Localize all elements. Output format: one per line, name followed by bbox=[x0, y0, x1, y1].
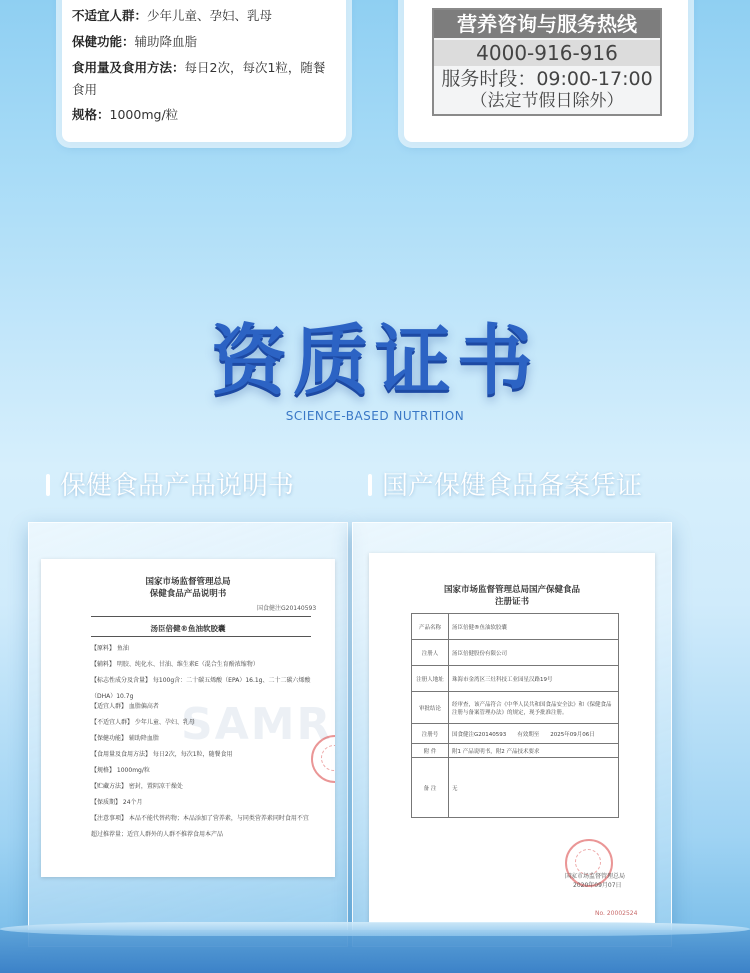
cert-row: 注册号 国食健注G20140593 有效期至 2025年09月06日 bbox=[412, 724, 619, 744]
manual-row: 【规格】 1000mg/粒 bbox=[91, 767, 150, 774]
dosage: 食用量及食用方法：每日2次，每次1粒，随餐 bbox=[72, 60, 326, 75]
manual-row: 【贮藏方法】 密封，置阴凉干燥处 bbox=[91, 783, 183, 790]
manual-code: 国食健注G20140593 bbox=[257, 605, 317, 612]
manual-row: （DHA）10.7g bbox=[91, 693, 134, 700]
manual-row: 【保健功能】 辅助降血脂 bbox=[91, 735, 159, 742]
manual-row: 【不适宜人群】 少年儿童、孕妇、乳母 bbox=[91, 719, 195, 726]
cert-issuer: 国家市场监督管理总局 bbox=[565, 873, 626, 880]
dosage-cont: 食用 bbox=[72, 82, 98, 97]
hotline-box bbox=[432, 8, 662, 116]
manual-row: 【辅料】 明胶、纯化水、甘油、维生素E（混合生育酚浓缩物） bbox=[91, 661, 259, 668]
display-pedestal bbox=[0, 930, 750, 973]
divider bbox=[91, 636, 311, 637]
section-title: 资质证书 bbox=[211, 316, 539, 405]
manual-document[interactable] bbox=[41, 559, 335, 877]
suitable-crowd bbox=[72, 0, 197, 2]
product-info-card bbox=[62, 0, 346, 142]
section-subtitle: SCIENCE-BASED NUTRITION bbox=[285, 409, 465, 423]
cert-row: 注册人地址 珠海市金湾区三灶科技工业园星汉路19号 bbox=[412, 666, 619, 692]
label-bar bbox=[46, 474, 50, 496]
label-registration-cert: 国产保健食品备案凭证 bbox=[368, 465, 642, 502]
cert-serial: No. 20002524 bbox=[595, 910, 638, 917]
manual-row: 【适宜人群】 血脂偏高者 bbox=[91, 703, 159, 710]
manual-row: 【标志性成分及含量】 每100g含：二十碳五烯酸（EPA）16.1g、二十二碳六烯酸 bbox=[91, 677, 311, 684]
samr-watermark: SAMR bbox=[181, 699, 333, 750]
cert-head-2: 注册证书 bbox=[494, 597, 529, 607]
cert-table bbox=[411, 613, 619, 818]
unsuitable-crowd: 不适宜人群：少年儿童、孕妇、乳母 bbox=[72, 8, 273, 23]
hotline-phone[interactable]: 4000-916-916 bbox=[434, 40, 660, 66]
manual-row: 【原料】 鱼油 bbox=[91, 645, 129, 652]
cert-row: 备 注 无 bbox=[412, 758, 619, 818]
hotline-title: 营养咨询与服务热线 bbox=[434, 10, 660, 38]
manual-row: 【保质期】 24个月 bbox=[91, 799, 143, 806]
manual-product: 汤臣倍健®鱼油软胶囊 bbox=[150, 624, 226, 633]
label-product-manual: 保健食品产品说明书 bbox=[46, 465, 294, 502]
certificate-document[interactable] bbox=[369, 553, 655, 923]
cert-row: 注册人 汤臣倍健股份有限公司 bbox=[412, 640, 619, 666]
spec: 规格：1000mg/粒 bbox=[72, 107, 179, 122]
manual-head-1: 国家市场监督管理总局 bbox=[145, 577, 231, 587]
cert-date: 2020年09月07日 bbox=[573, 882, 622, 889]
cert-row: 产品名称 汤臣倍健®鱼油软胶囊 bbox=[412, 614, 619, 640]
cert-row: 附 件 附1 产品说明书，附2 产品技术要求 bbox=[412, 744, 619, 758]
health-function: 保健功能：辅助降血脂 bbox=[72, 34, 198, 49]
cert-row: 审批结论 经审查，该产品符合《中华人民共和国食品安全法》和《保健食品注册与备案管理办法》的规定，现予批准注册。 bbox=[412, 692, 619, 724]
manual-row: 【食用量及食用方法】 每日2次，每次1粒，随餐食用 bbox=[91, 751, 233, 758]
manual-head-2: 保健食品产品说明书 bbox=[149, 589, 227, 599]
hotline-hours: 服务时段：09:00-17:00 bbox=[441, 68, 653, 90]
cert-head-1: 国家市场监督管理总局国产保健食品 bbox=[443, 585, 580, 595]
certificate-frame bbox=[352, 522, 672, 947]
manual-frame bbox=[28, 522, 348, 947]
label-bar bbox=[368, 474, 372, 496]
manual-row: 【注意事项】 本品不能代替药物；本品添加了营养素，与同类营养素同时食用不宜 bbox=[91, 815, 309, 822]
hotline-note: （法定节假日除外） bbox=[470, 91, 624, 111]
manual-row: 超过推荐量；适宜人群外的人群不推荐食用本产品 bbox=[91, 831, 224, 838]
divider bbox=[91, 616, 311, 617]
hotline-card bbox=[404, 0, 688, 142]
